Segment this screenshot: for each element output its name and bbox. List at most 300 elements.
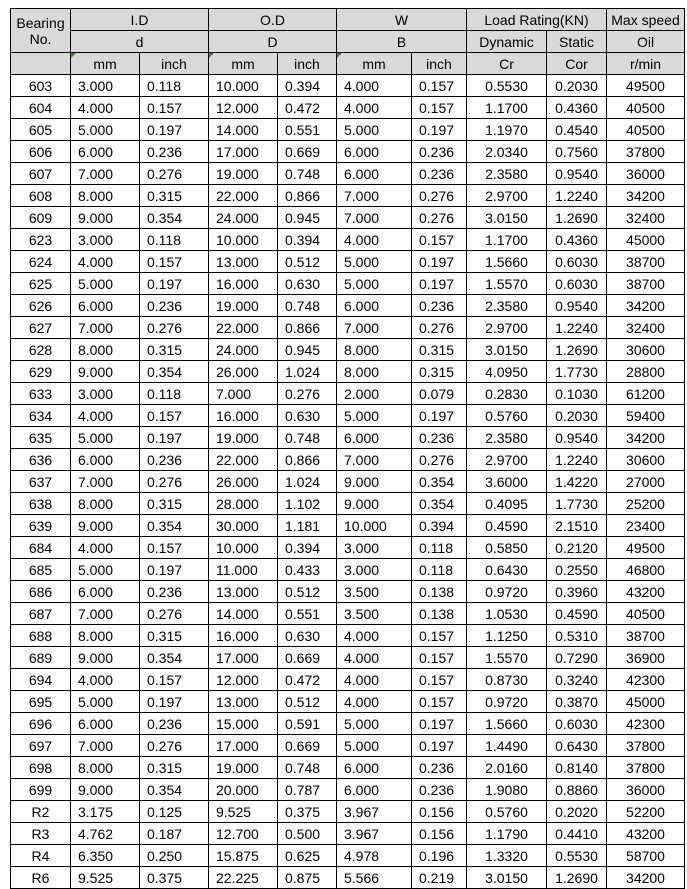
od-mm-cell: 19.000 [209, 295, 278, 317]
max-speed-cell: 34200 [607, 185, 685, 207]
width-inch-cell: 0.157 [412, 625, 467, 647]
od-inch-cell: 1.024 [278, 471, 337, 493]
od-mm-cell: 22.000 [209, 449, 278, 471]
max-speed-cell: 34200 [607, 295, 685, 317]
width-mm-cell: 6.000 [337, 757, 412, 779]
width-inch-cell: 0.276 [412, 207, 467, 229]
id-mm-cell: 7.000 [71, 603, 140, 625]
od-mm-cell: 17.000 [209, 141, 278, 163]
width-inch-cell: 0.197 [412, 405, 467, 427]
od-inch-cell: 0.630 [278, 273, 337, 295]
dynamic-cr-cell: 1.5660 [467, 251, 547, 273]
width-mm-cell: 4.000 [337, 75, 412, 97]
max-speed-cell: 59400 [607, 405, 685, 427]
bearing-no-cell: 623 [11, 229, 71, 251]
dynamic-cr-cell: 0.8730 [467, 669, 547, 691]
blank-unit-header [11, 53, 71, 75]
od-inch-cell: 0.512 [278, 581, 337, 603]
od-mm-cell: 16.000 [209, 405, 278, 427]
width-inch-cell: 0.197 [412, 251, 467, 273]
table-row [11, 757, 685, 779]
width-mm-cell: 7.000 [337, 185, 412, 207]
dynamic-cr-cell: 1.5570 [467, 647, 547, 669]
bearing-no-cell: R2 [11, 801, 71, 823]
od-inch-cell: 0.787 [278, 779, 337, 801]
id-inch-cell: 0.354 [140, 515, 209, 537]
id-inch-cell: 0.276 [140, 735, 209, 757]
bearing-no-cell: 684 [11, 537, 71, 559]
id-mm-cell: 9.000 [71, 515, 140, 537]
od-mm-cell: 26.000 [209, 361, 278, 383]
od-mm-cell: 22.000 [209, 185, 278, 207]
table-row [11, 867, 685, 889]
table-row [11, 845, 685, 867]
table-row [11, 713, 685, 735]
table-body [11, 75, 685, 889]
width-inch-cell: 0.197 [412, 713, 467, 735]
dynamic-cr-cell: 4.0950 [467, 361, 547, 383]
static-cor-cell: 0.3240 [547, 669, 607, 691]
dynamic-cr-cell: 1.4490 [467, 735, 547, 757]
max-speed-cell: 38700 [607, 273, 685, 295]
max-speed-cell: 49500 [607, 75, 685, 97]
max-speed-cell: 43200 [607, 823, 685, 845]
bearing-no-cell: 627 [11, 317, 71, 339]
dynamic-cr-cell: 1.1790 [467, 823, 547, 845]
load-rating-header: Load Rating(KN) [467, 9, 607, 31]
dynamic-cr-cell: 1.9080 [467, 779, 547, 801]
width-header: W [337, 9, 467, 31]
max-speed-cell: 40500 [607, 119, 685, 141]
max-speed-cell: 40500 [607, 603, 685, 625]
table-row [11, 163, 685, 185]
max-speed-cell: 58700 [607, 845, 685, 867]
width-mm-cell: 4.000 [337, 229, 412, 251]
bearing-no-cell: 624 [11, 251, 71, 273]
dynamic-cr-cell: 0.4590 [467, 515, 547, 537]
max-speed-cell: 46800 [607, 559, 685, 581]
od-inch-cell: 0.875 [278, 867, 337, 889]
max-speed-cell: 37800 [607, 757, 685, 779]
width-inch-cell: 0.236 [412, 757, 467, 779]
max-speed-cell: 42300 [607, 713, 685, 735]
dynamic-cr-cell: 0.5530 [467, 75, 547, 97]
id-mm-cell: 8.000 [71, 493, 140, 515]
max-speed-cell: 49500 [607, 537, 685, 559]
id-mm-cell: 6.350 [71, 845, 140, 867]
id-mm-cell: 8.000 [71, 757, 140, 779]
id-mm-cell: 6.000 [71, 295, 140, 317]
table-row [11, 647, 685, 669]
width-mm-cell: 5.000 [337, 735, 412, 757]
id-inch-cell: 0.197 [140, 559, 209, 581]
bearing-no-cell: 689 [11, 647, 71, 669]
table-row [11, 449, 685, 471]
bearing-no-cell: R6 [11, 867, 71, 889]
static-cor-cell: 0.2030 [547, 405, 607, 427]
static-cor-cell: 1.2240 [547, 449, 607, 471]
dynamic-cr-cell: 0.5760 [467, 405, 547, 427]
bearing-no-cell: 628 [11, 339, 71, 361]
max-speed-cell: 32400 [607, 207, 685, 229]
width-mm-cell: 5.566 [337, 867, 412, 889]
static-cor-cell: 1.2240 [547, 317, 607, 339]
id-mm-cell: 5.000 [71, 427, 140, 449]
width-mm-cell: 5.000 [337, 273, 412, 295]
table-row [11, 669, 685, 691]
od-inch-cell: 1.181 [278, 515, 337, 537]
table-row [11, 823, 685, 845]
dynamic-cr-cell: 1.1700 [467, 229, 547, 251]
header-row-3 [11, 53, 685, 75]
od-inch-cell: 0.551 [278, 603, 337, 625]
id-inch-cell: 0.118 [140, 75, 209, 97]
od-mm-cell: 10.000 [209, 229, 278, 251]
width-mm-cell: 2.000 [337, 383, 412, 405]
id-mm-cell: 4.000 [71, 669, 140, 691]
dynamic-symbol-header: Cr [467, 53, 547, 75]
width-inch-cell: 0.157 [412, 669, 467, 691]
id-mm-cell: 3.000 [71, 229, 140, 251]
max-speed-cell: 28800 [607, 361, 685, 383]
bearing-no-cell: 633 [11, 383, 71, 405]
id-mm-cell: 6.000 [71, 141, 140, 163]
width-mm-cell: 5.000 [337, 405, 412, 427]
static-cor-cell: 0.4360 [547, 229, 607, 251]
od-inch-cell: 0.433 [278, 559, 337, 581]
static-cor-cell: 0.6030 [547, 251, 607, 273]
od-inch-cell: 0.394 [278, 537, 337, 559]
od-inch-cell: 0.669 [278, 647, 337, 669]
width-inch-cell: 0.236 [412, 295, 467, 317]
header-row-2 [11, 31, 685, 53]
id-inch-header: inch [140, 53, 209, 75]
od-mm-cell: 13.000 [209, 691, 278, 713]
id-mm-cell: 9.000 [71, 361, 140, 383]
od-mm-cell: 28.000 [209, 493, 278, 515]
width-mm-cell: 3.000 [337, 537, 412, 559]
od-mm-cell: 19.000 [209, 163, 278, 185]
width-inch-cell: 0.079 [412, 383, 467, 405]
od-inch-cell: 0.748 [278, 427, 337, 449]
od-mm-cell: 12.000 [209, 97, 278, 119]
width-mm-cell: 3.000 [337, 559, 412, 581]
od-mm-cell: 20.000 [209, 779, 278, 801]
max-speed-cell: 61200 [607, 383, 685, 405]
max-speed-header: Max speed [607, 9, 685, 31]
dynamic-cr-cell: 1.1700 [467, 97, 547, 119]
table-row [11, 427, 685, 449]
od-inch-cell: 0.945 [278, 339, 337, 361]
width-mm-cell: 3.500 [337, 581, 412, 603]
od-mm-cell: 24.000 [209, 207, 278, 229]
id-mm-cell: 9.000 [71, 207, 140, 229]
bearing-no-cell: 608 [11, 185, 71, 207]
id-inch-cell: 0.157 [140, 537, 209, 559]
static-cor-cell: 0.2550 [547, 559, 607, 581]
width-inch-cell: 0.276 [412, 185, 467, 207]
width-inch-header: inch [412, 53, 467, 75]
static-cor-cell: 0.6030 [547, 713, 607, 735]
static-header: Static [547, 31, 607, 53]
width-inch-cell: 0.315 [412, 361, 467, 383]
static-cor-cell: 0.7290 [547, 647, 607, 669]
id-inch-cell: 0.125 [140, 801, 209, 823]
static-cor-cell: 0.9540 [547, 295, 607, 317]
width-mm-cell: 4.000 [337, 625, 412, 647]
static-cor-cell: 0.4360 [547, 97, 607, 119]
od-inch-cell: 0.630 [278, 625, 337, 647]
od-mm-header: mm [209, 53, 278, 75]
dynamic-header: Dynamic [467, 31, 547, 53]
static-cor-cell: 0.2030 [547, 75, 607, 97]
od-inch-cell: 0.472 [278, 97, 337, 119]
width-mm-cell: 6.000 [337, 427, 412, 449]
table-row [11, 559, 685, 581]
dynamic-cr-cell: 1.1970 [467, 119, 547, 141]
width-inch-cell: 0.197 [412, 273, 467, 295]
width-inch-cell: 0.236 [412, 779, 467, 801]
static-cor-cell: 1.7730 [547, 493, 607, 515]
max-speed-cell: 45000 [607, 691, 685, 713]
od-inch-cell: 0.472 [278, 669, 337, 691]
static-cor-cell: 1.2240 [547, 185, 607, 207]
od-inch-cell: 1.024 [278, 361, 337, 383]
static-cor-cell: 0.9540 [547, 163, 607, 185]
od-inch-cell: 0.630 [278, 405, 337, 427]
bearing-no-cell: 625 [11, 273, 71, 295]
width-inch-cell: 0.276 [412, 449, 467, 471]
id-inch-cell: 0.276 [140, 471, 209, 493]
id-inch-cell: 0.276 [140, 163, 209, 185]
max-speed-cell: 30600 [607, 339, 685, 361]
od-mm-cell: 15.875 [209, 845, 278, 867]
id-inch-cell: 0.157 [140, 669, 209, 691]
width-mm-cell: 8.000 [337, 339, 412, 361]
bearing-no-cell: 604 [11, 97, 71, 119]
id-inch-cell: 0.315 [140, 493, 209, 515]
id-mm-cell: 3.175 [71, 801, 140, 823]
id-inch-cell: 0.197 [140, 427, 209, 449]
table-row [11, 493, 685, 515]
static-cor-cell: 0.6430 [547, 735, 607, 757]
max-speed-cell: 34200 [607, 867, 685, 889]
width-mm-cell: 9.000 [337, 471, 412, 493]
id-mm-cell: 7.000 [71, 163, 140, 185]
max-speed-cell: 38700 [607, 625, 685, 647]
bearing-no-header [11, 9, 71, 53]
od-mm-cell: 19.000 [209, 757, 278, 779]
table-row [11, 295, 685, 317]
id-mm-cell: 3.000 [71, 383, 140, 405]
dynamic-cr-cell: 2.3580 [467, 163, 547, 185]
width-inch-cell: 0.118 [412, 559, 467, 581]
bearing-no-cell: 607 [11, 163, 71, 185]
width-inch-cell: 0.219 [412, 867, 467, 889]
bearing-no-cell: 696 [11, 713, 71, 735]
width-inch-cell: 0.118 [412, 537, 467, 559]
width-mm-cell: 5.000 [337, 251, 412, 273]
id-inch-cell: 0.354 [140, 647, 209, 669]
width-mm-cell: 7.000 [337, 207, 412, 229]
id-inch-cell: 0.236 [140, 581, 209, 603]
max-speed-cell: 42300 [607, 669, 685, 691]
bearing-no-cell: 606 [11, 141, 71, 163]
dynamic-cr-cell: 0.6430 [467, 559, 547, 581]
width-inch-cell: 0.354 [412, 471, 467, 493]
width-mm-header: mm [337, 53, 412, 75]
width-inch-cell: 0.157 [412, 647, 467, 669]
max-speed-cell: 45000 [607, 229, 685, 251]
max-speed-cell: 30600 [607, 449, 685, 471]
id-inch-cell: 0.236 [140, 449, 209, 471]
max-speed-cell: 38700 [607, 251, 685, 273]
dynamic-cr-cell: 0.5850 [467, 537, 547, 559]
od-inch-cell: 0.394 [278, 75, 337, 97]
dynamic-cr-cell: 2.0160 [467, 757, 547, 779]
id-inch-cell: 0.157 [140, 97, 209, 119]
od-mm-cell: 30.000 [209, 515, 278, 537]
bearing-no-cell: 697 [11, 735, 71, 757]
id-mm-cell: 9.000 [71, 779, 140, 801]
dynamic-cr-cell: 1.3320 [467, 845, 547, 867]
dynamic-cr-cell: 0.4095 [467, 493, 547, 515]
bearing-no-cell: 698 [11, 757, 71, 779]
bearing-no-cell: 634 [11, 405, 71, 427]
id-inch-cell: 0.157 [140, 251, 209, 273]
bearing-no-cell: 605 [11, 119, 71, 141]
od-symbol-header: D [209, 31, 337, 53]
id-mm-cell: 5.000 [71, 273, 140, 295]
table-row [11, 229, 685, 251]
id-mm-cell: 5.000 [71, 691, 140, 713]
id-inch-cell: 0.354 [140, 207, 209, 229]
bearing-no-header-line1: Bearing [16, 14, 65, 31]
bearing-no-cell: 694 [11, 669, 71, 691]
bearing-no-cell: 695 [11, 691, 71, 713]
width-mm-cell: 7.000 [337, 449, 412, 471]
table-row [11, 603, 685, 625]
od-mm-cell: 17.000 [209, 735, 278, 757]
id-inch-cell: 0.118 [140, 383, 209, 405]
id-inch-cell: 0.354 [140, 361, 209, 383]
table-row [11, 779, 685, 801]
od-mm-cell: 13.000 [209, 581, 278, 603]
id-inch-cell: 0.276 [140, 317, 209, 339]
od-mm-cell: 16.000 [209, 625, 278, 647]
id-mm-cell: 4.000 [71, 97, 140, 119]
max-speed-cell: 36000 [607, 779, 685, 801]
table-row [11, 515, 685, 537]
od-inch-cell: 0.866 [278, 449, 337, 471]
width-mm-cell: 4.000 [337, 647, 412, 669]
width-mm-cell: 4.978 [337, 845, 412, 867]
id-mm-cell: 8.000 [71, 625, 140, 647]
dynamic-cr-cell: 2.9700 [467, 317, 547, 339]
max-speed-cell: 23400 [607, 515, 685, 537]
table-row [11, 273, 685, 295]
oil-header: Oil [607, 31, 685, 53]
static-cor-cell: 0.6030 [547, 273, 607, 295]
table-row [11, 119, 685, 141]
max-speed-cell: 43200 [607, 581, 685, 603]
static-cor-cell: 0.3960 [547, 581, 607, 603]
max-speed-cell: 34200 [607, 427, 685, 449]
dynamic-cr-cell: 2.0340 [467, 141, 547, 163]
bearing-no-cell: 609 [11, 207, 71, 229]
od-inch-cell: 0.625 [278, 845, 337, 867]
id-inch-cell: 0.157 [140, 405, 209, 427]
width-inch-cell: 0.156 [412, 823, 467, 845]
width-mm-cell: 9.000 [337, 493, 412, 515]
static-cor-cell: 0.8140 [547, 757, 607, 779]
width-inch-cell: 0.156 [412, 801, 467, 823]
id-inch-cell: 0.236 [140, 295, 209, 317]
id-symbol-header: d [71, 31, 209, 53]
od-mm-cell: 24.000 [209, 339, 278, 361]
dynamic-cr-cell: 1.5660 [467, 713, 547, 735]
static-cor-cell: 1.2690 [547, 867, 607, 889]
od-mm-cell: 11.000 [209, 559, 278, 581]
width-inch-cell: 0.157 [412, 229, 467, 251]
table-row [11, 735, 685, 757]
od-inch-cell: 0.866 [278, 185, 337, 207]
table-row [11, 361, 685, 383]
table-row [11, 317, 685, 339]
id-mm-cell: 7.000 [71, 735, 140, 757]
bearing-no-cell: 626 [11, 295, 71, 317]
table-row [11, 207, 685, 229]
id-inch-cell: 0.197 [140, 273, 209, 295]
width-inch-cell: 0.157 [412, 75, 467, 97]
od-mm-cell: 14.000 [209, 119, 278, 141]
width-inch-cell: 0.197 [412, 119, 467, 141]
id-inch-cell: 0.354 [140, 779, 209, 801]
dynamic-cr-cell: 3.0150 [467, 207, 547, 229]
id-mm-cell: 9.525 [71, 867, 140, 889]
id-mm-cell: 8.000 [71, 339, 140, 361]
id-mm-cell: 5.000 [71, 559, 140, 581]
dynamic-cr-cell: 0.9720 [467, 691, 547, 713]
od-inch-header: inch [278, 53, 337, 75]
static-cor-cell: 1.2690 [547, 339, 607, 361]
max-speed-cell: 37800 [607, 735, 685, 757]
id-inch-cell: 0.276 [140, 603, 209, 625]
od-mm-cell: 19.000 [209, 427, 278, 449]
bearing-no-cell: R3 [11, 823, 71, 845]
table-row [11, 625, 685, 647]
static-cor-cell: 1.4220 [547, 471, 607, 493]
max-speed-cell: 37800 [607, 141, 685, 163]
static-cor-cell: 0.9540 [547, 427, 607, 449]
id-header: I.D [71, 9, 209, 31]
dynamic-cr-cell: 2.9700 [467, 449, 547, 471]
table-row [11, 75, 685, 97]
bearing-no-cell: 629 [11, 361, 71, 383]
table-row [11, 383, 685, 405]
static-cor-cell: 0.1030 [547, 383, 607, 405]
id-inch-cell: 0.197 [140, 691, 209, 713]
id-mm-header: mm [71, 53, 140, 75]
id-inch-cell: 0.187 [140, 823, 209, 845]
od-inch-cell: 0.512 [278, 691, 337, 713]
id-inch-cell: 0.118 [140, 229, 209, 251]
od-mm-cell: 17.000 [209, 647, 278, 669]
od-mm-cell: 22.000 [209, 317, 278, 339]
dynamic-cr-cell: 0.5760 [467, 801, 547, 823]
width-mm-cell: 6.000 [337, 163, 412, 185]
static-cor-cell: 1.2690 [547, 207, 607, 229]
